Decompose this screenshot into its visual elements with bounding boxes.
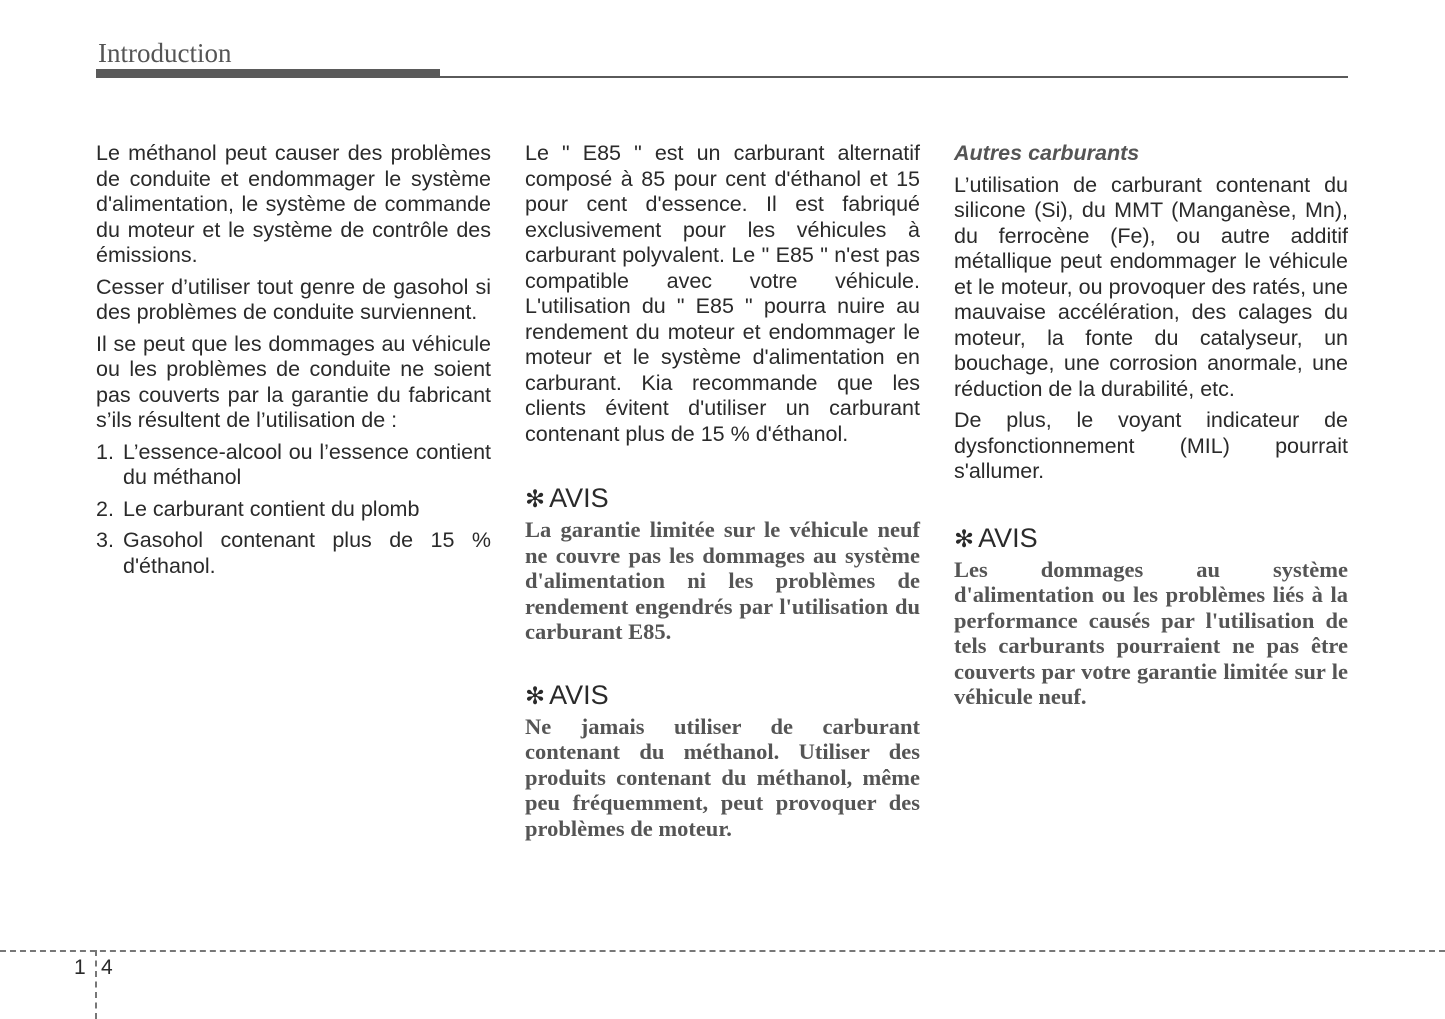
asterisk-icon: ✻ — [525, 682, 546, 710]
list-item — [96, 528, 491, 579]
paragraph: Il se peut que les dommages au véhicule ou les problèmes de conduite ne soient pas couverts par la garantie du fabricant s’ils résultent de l’utilisation de : — [96, 331, 491, 432]
notice-box — [954, 523, 1348, 710]
notice-title-text: AVIS — [549, 483, 609, 513]
paragraph: Cesser d’utiliser tout genre de gasohol si des problèmes de conduite surviennent. — [96, 274, 491, 324]
section-heading: Autres carburants — [954, 141, 1140, 165]
page-header-title: Introduction — [98, 38, 232, 68]
asterisk-icon: ✻ — [954, 525, 975, 553]
notice-title — [525, 483, 920, 515]
notice-title-text: AVIS — [549, 679, 609, 710]
footer-vertical-divider — [95, 950, 97, 1019]
notice-title — [525, 680, 920, 712]
list-text: Gasohol contenant plus de 15 % d'éthanol. — [123, 528, 491, 578]
paragraph: Le " E85 " est un carburant alternatif composé à 85 pour cent d'éthanol et 15 pour cent d'essence. Il est fabriqué exclusivement pour les véhicules à carburant polyvalent. Le " E85 " n'est pas compatible avec votre véhicule. L'utilisation du " E85 " pourra nuire au rendement du moteur et endommager le moteur et le système d'alimentation en carburant. Kia recommande que les clients évitent d'utiliser un carburant contenant plus de 15 % d'éthanol. — [525, 141, 920, 446]
paragraph: L’utilisation de carburant contenant du silicone (Si), du MMT (Manganèse, Mn), du ferrocène (Fe), ou autre additif métallique peut endommager le véhicule et le moteur, ou provoquer des ratés, une mauvaise accélération, des calages du moteur, la fonte du catalyseur, un bouchage, une corrosion anormale, une réduction de la durabilité, etc. — [954, 172, 1348, 401]
notice-title-text: AVIS — [978, 522, 1038, 553]
notice-body: Les dommages au système d'alimentation ou les problèmes liés à la performance causés par l'utilisation de tels carburants pourraient ne pas être couverts par votre garantie limitée sur le véhicule neuf. — [954, 556, 1348, 709]
notice-box — [525, 483, 920, 645]
list-number: 3. — [96, 528, 114, 552]
notice-title — [954, 523, 1348, 555]
list-number: 2. — [96, 496, 114, 521]
footer-divider — [0, 950, 1445, 952]
column-1 — [96, 141, 491, 585]
notice-box — [525, 680, 920, 842]
list-text: Le carburant contient du plomb — [123, 496, 420, 521]
list-number: 1. — [96, 439, 114, 464]
header-rule-thick — [96, 69, 440, 78]
paragraph: Le méthanol peut causer des problèmes de conduite et endommager le système d'alimentation, le système de commande du moteur et le système de contrôle des émissions. — [96, 141, 491, 267]
column-3 — [954, 141, 1348, 710]
section-number: 1 — [74, 956, 86, 979]
list-text: L’essence-alcool ou l’essence contient du méthanol — [123, 439, 491, 489]
notice-body: Ne jamais utiliser de carburant contenant du méthanol. Utiliser des produits contenant du méthanol, même peu fréquemment, peut provoquer des problèmes de moteur. — [525, 713, 920, 841]
list-item — [96, 440, 491, 491]
list-item — [96, 497, 491, 523]
page-number: 4 — [101, 956, 113, 979]
asterisk-icon: ✻ — [525, 486, 546, 513]
paragraph: De plus, le voyant indicateur de dysfonctionnement (MIL) pourrait s'allumer. — [954, 408, 1348, 483]
column-2 — [525, 141, 920, 841]
header-rule-thin — [440, 76, 1348, 78]
notice-body: La garantie limitée sur le véhicule neuf ne couvre pas les dommages au système d'alimentation ni les problèmes de rendement engendrés par l'utilisation du carburant E85. — [525, 517, 920, 644]
